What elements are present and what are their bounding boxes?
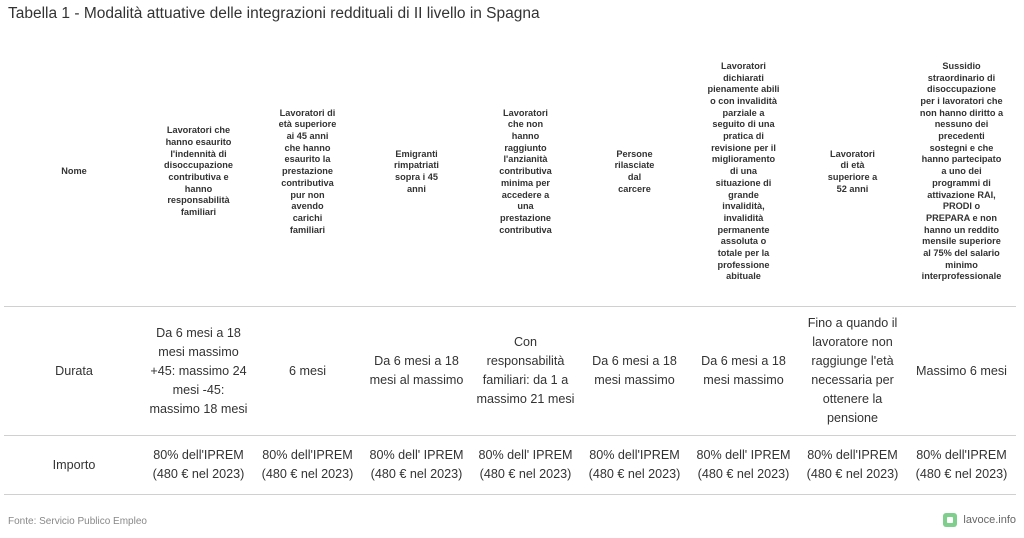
table-row-durata: [4, 307, 1016, 436]
header-cell: Emigranti rimpatriati sopra i 45 anni: [362, 38, 471, 307]
table-cell: Da 6 mesi a 18 mesi al massimo: [362, 307, 471, 436]
table-cell: 6 mesi: [253, 307, 362, 436]
table-cell: Fino a quando il lavoratore non raggiunge l'età necessaria per ottenere la pensione: [798, 307, 907, 436]
table-cell: 80% dell' IPREM (480 € nel 2023): [362, 436, 471, 495]
table-cell: 80% dell' IPREM (480 € nel 2023): [471, 436, 580, 495]
header-cell-nome: Nome: [4, 38, 144, 307]
header-cell: Lavoratori di età superiore a 52 anni: [798, 38, 907, 307]
row-label-importo: Importo: [4, 436, 144, 495]
header-cell: Lavoratori di età superiore ai 45 anni che hanno esaurito la prestazione contributiva pur non avendo carichi familiari: [253, 38, 362, 307]
data-table: [4, 38, 1016, 495]
header-cell: Lavoratori che non hanno raggiunto l'anzianità contributiva minima per accedere a una prestazione contributiva: [471, 38, 580, 307]
table-cell: 80% dell' IPREM (480 € nel 2023): [689, 436, 798, 495]
brand-name: lavoce.info: [963, 514, 1016, 526]
header-cell: Lavoratori che hanno esaurito l'indennità di disoccupazione contributiva e hanno responsabilità familiari: [144, 38, 253, 307]
table-cell: Da 6 mesi a 18 mesi massimo +45: massimo 24 mesi -45: massimo 18 mesi: [144, 307, 253, 436]
table-cell: 80% dell'IPREM (480 € nel 2023): [144, 436, 253, 495]
source-note: Fonte: Servicio Publico Empleo: [8, 516, 147, 527]
table-cell: 80% dell'IPREM (480 € nel 2023): [580, 436, 689, 495]
table-cell: 80% dell'IPREM (480 € nel 2023): [253, 436, 362, 495]
table-cell: Massimo 6 mesi: [907, 307, 1016, 436]
table-cell: Da 6 mesi a 18 mesi massimo: [580, 307, 689, 436]
table-cell: 80% dell'IPREM (480 € nel 2023): [907, 436, 1016, 495]
header-cell: Persone rilasciate dal carcere: [580, 38, 689, 307]
header-cell: Sussidio straordinario di disoccupazione per i lavoratori che non hanno diritto a nessuno dei precedenti sostegni e che hanno partecipato a uno dei programmi di attivazione RAI, PRODI o PREPARA e non hanno un reddito mensile superiore al 75% del salario minimo interprofessionale: [907, 38, 1016, 307]
table-cell: 80% dell'IPREM (480 € nel 2023): [798, 436, 907, 495]
row-label-durata: Durata: [4, 307, 144, 436]
brand-logo[interactable]: [943, 513, 1016, 527]
table-cell: Da 6 mesi a 18 mesi massimo: [689, 307, 798, 436]
table-row-importo: [4, 436, 1016, 495]
header-row: [4, 38, 1016, 307]
lavoce-logo-icon: [943, 513, 957, 527]
table-cell: Con responsabilità familiari: da 1 a massimo 21 mesi: [471, 307, 580, 436]
header-cell: Lavoratori dichiarati pienamente abili o con invalidità parziale a seguito di una pratica di revisione per il miglioramento di una situazione di grande invalidità, invalidità permanente assoluta o totale per la professione abituale: [689, 38, 798, 307]
table-title: Tabella 1 - Modalità attuative delle integrazioni reddituali di II livello in Spagna: [8, 5, 540, 22]
